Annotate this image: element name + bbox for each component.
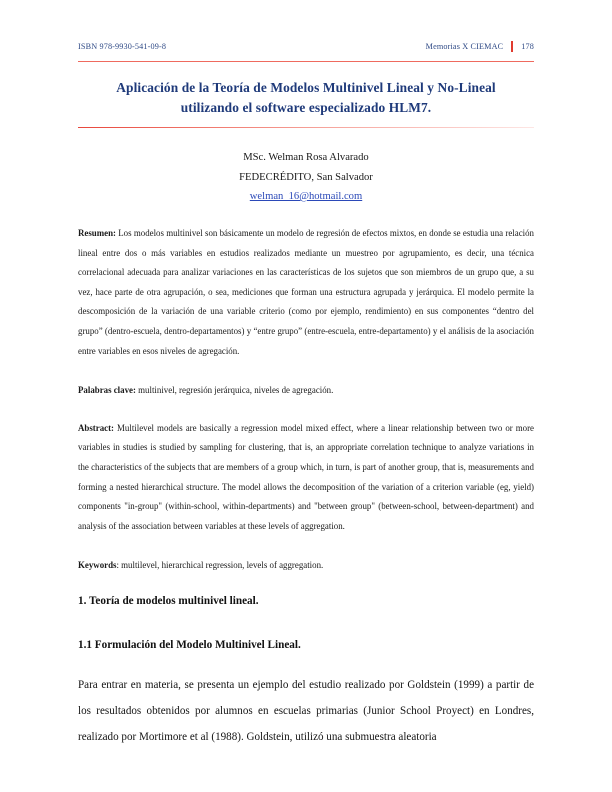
author-email-line: [78, 187, 534, 207]
page-title: [78, 78, 534, 118]
abstract-spanish-label: Resumen:: [78, 228, 116, 238]
spacer: [78, 548, 534, 556]
abstract-english-label: Abstract:: [78, 422, 114, 433]
spacer: [78, 411, 534, 419]
title-horizontal-rule: [78, 127, 534, 128]
page-number: 178: [521, 42, 534, 51]
abstract-english: [78, 419, 534, 537]
title-line-2: utilizando el software especializado HLM7.: [180, 100, 432, 115]
keywords-spanish-text: multinivel, regresión jerárquica, niveles de agregación.: [135, 385, 334, 396]
isbn-text: ISBN 978-9930-541-09-8: [78, 42, 167, 51]
title-line-1: Aplicación de la Teoría de Modelos Multinivel Lineal y No-Lineal: [116, 80, 496, 95]
author-email-link[interactable]: welman_16@hotmail.com: [249, 191, 363, 202]
keywords-english-label: Keywords: [78, 560, 117, 571]
subsection-heading-1-1: 1.1 Formulación del Modelo Multinivel Lineal.: [78, 638, 301, 651]
keywords-spanish-label: Palabras clave:: [78, 385, 136, 396]
header-right-group: [426, 41, 534, 52]
body-paragraph: Para entrar en materia, se presenta un ejemplo del estudio realizado por Goldstein (1999) a partir de los resultados obtenidos por alumnos en escuelas primarias (Junior School Proyect) en Londres, realizado por Mortimore et al (1988). Goldstein, utilizó una submuestra aleatoria: [78, 678, 534, 743]
header-separator-bar: [511, 41, 513, 52]
section-heading-1: 1. Teoría de modelos multinivel lineal.: [78, 594, 259, 607]
abstract-english-text: Multilevel models are basically a regression model mixed effect, where a linear relationship between two or more variables in studies is studied by sampling for clustering, that is, an appropriate correlation technique to analyze variations in the characteristics of the subjects that are members of a group which, in turn, is part of another group, that is, measurements and forming a nested hierarchical structure. The model allows the decomposition of the variation of a criterion variable (eg, yield) components "in-group" (within-school, within-departments) and "between group" (between-school, between-department) and analysis of the association between variables at these levels of aggregation.: [78, 422, 534, 531]
author-block: [78, 148, 534, 207]
keywords-english-text: : multilevel, hierarchical regression, levels of aggregation.: [116, 560, 324, 571]
abstract-spanish-text: Los modelos multinivel son básicamente un modelo de regresión de efectos mixtos, en donde se estudia una relación lineal entre dos o más variables en estudios realizados mediante un muestreo por agrupamiento, es decir, una técnica correlacional adecuada para analizar variaciones en las características de los sujetos que son miembros de un grupo que, a su vez, hace parte de otra agrupación, o sea, mediciones que forman una estructura agrupada y jerárquica. El modelo permite la descomposición de la variación de una variable criterio (como por ejemplo, rendimiento) en sus componentes “dentro del grupo” (dentro-escuela, dentro-departamentos) y “entre grupo” (entre-escuela, entre-departamento) y el análisis de la asociación entre variables en esos niveles de agregación.: [78, 228, 534, 356]
author-name: MSc. Welman Rosa Alvarado: [243, 152, 369, 163]
abstract-spanish: [78, 224, 534, 361]
keywords-english: [78, 556, 534, 576]
proceedings-title: Memorias X CIEMAC: [425, 42, 504, 51]
document-body: [78, 224, 534, 750]
header-horizontal-rule: [78, 61, 534, 62]
author-affiliation: FEDECRÉDITO, San Salvador: [239, 171, 373, 183]
spacer: [78, 373, 534, 381]
running-header: [78, 41, 534, 55]
keywords-spanish: [78, 381, 534, 401]
